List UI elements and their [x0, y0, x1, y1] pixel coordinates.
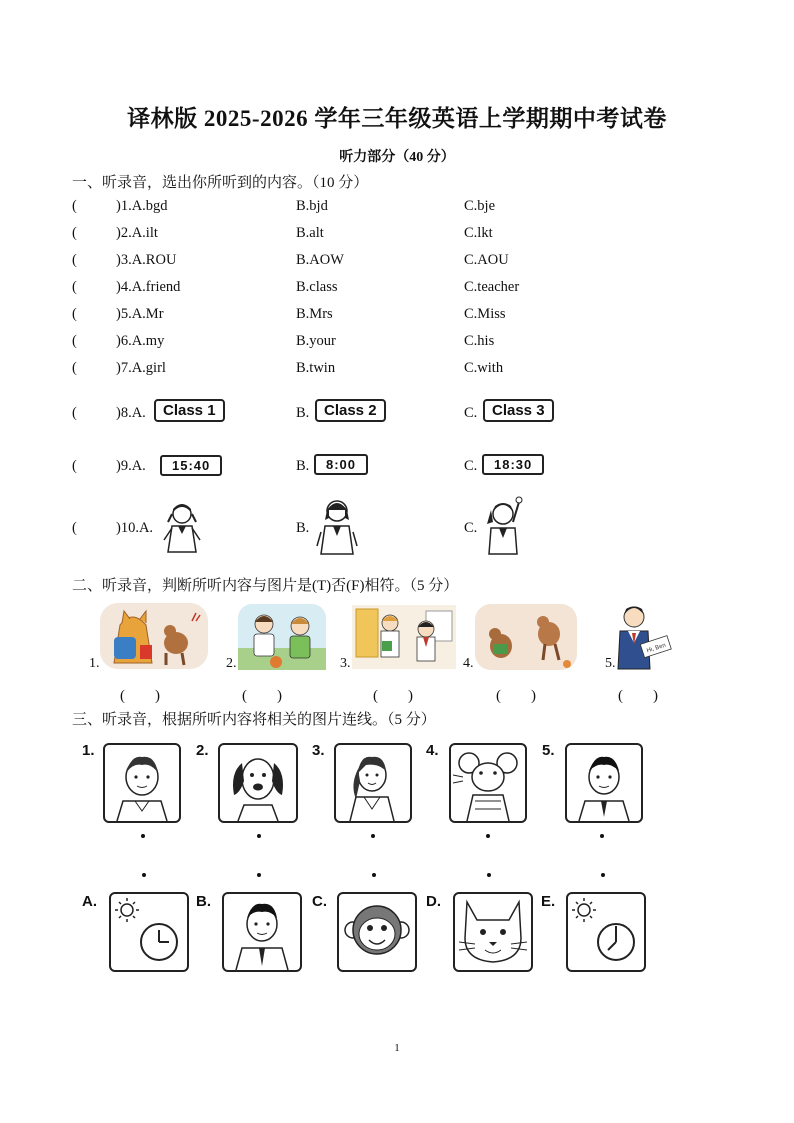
match-top-label-5: 5.	[542, 742, 555, 759]
answer-paren: (	[72, 279, 77, 295]
option-b: B.your	[296, 333, 336, 349]
answer-paren: (	[72, 225, 77, 241]
cat-portrait-icon	[455, 894, 531, 970]
answer-blank-5[interactable]: ( )	[618, 688, 658, 704]
match-bottom-label-a: A.	[82, 893, 97, 910]
match-picture-boy-1	[103, 743, 181, 823]
section3-heading: 三、听录音，根据所听内容将相关的图片连线。（5 分）	[72, 712, 436, 728]
boy-with-sign-picture	[614, 601, 672, 671]
option-b: B.	[296, 458, 310, 474]
option-c: C.	[464, 520, 478, 536]
option-a: )8.A.	[116, 405, 146, 421]
question-row-9	[72, 458, 752, 484]
match-picture-mouse-4	[449, 743, 527, 823]
option-b: B.twin	[296, 360, 336, 376]
match-picture-sun-clock-a	[109, 892, 189, 972]
answer-blank-4[interactable]: ( )	[496, 688, 536, 704]
option-a: )2.A.ilt	[116, 225, 158, 241]
boy-portrait-icon	[567, 745, 641, 821]
match-bottom-label-e: E.	[541, 893, 556, 910]
match-top-label-3: 3.	[312, 742, 325, 759]
monkey-portrait-icon	[339, 894, 415, 970]
match-picture-dog-2	[218, 743, 298, 823]
match-bottom-label-b: B.	[196, 893, 211, 910]
option-c: C.Miss	[464, 306, 506, 322]
listening-part-subtitle: 听力部分（40 分）	[339, 150, 455, 165]
girl-waving-image-c	[483, 494, 527, 556]
option-a: )6.A.my	[116, 333, 165, 349]
option-c: C.his	[464, 333, 495, 349]
question-row-8	[72, 402, 752, 431]
match-bottom-label-d: D.	[426, 893, 441, 910]
class-box-c: Class 3	[483, 399, 554, 422]
match-dot-bottom-c[interactable]	[372, 873, 376, 877]
answer-paren: (	[72, 333, 77, 349]
option-a: )1.A.bgd	[116, 198, 168, 214]
answer-paren: (	[72, 306, 77, 322]
option-c: C.	[464, 458, 478, 474]
answer-paren: (	[72, 405, 77, 421]
dog-portrait-icon	[220, 745, 296, 821]
section2-heading: 二、听录音，判断所听内容与图片是(T)否(F)相符。（5 分）	[72, 578, 459, 594]
option-b: B.Mrs	[296, 306, 333, 322]
match-dot-bottom-d[interactable]	[487, 873, 491, 877]
match-dot-top-2[interactable]	[257, 834, 261, 838]
option-b: B.	[296, 405, 310, 421]
match-dot-top-4[interactable]	[486, 834, 490, 838]
question-row-3	[72, 252, 752, 274]
two-boys-picture	[238, 604, 326, 670]
section1-heading: 一、听录音，选出你所听到的内容。（10 分）	[72, 175, 369, 191]
match-picture-cat-d	[453, 892, 533, 972]
option-c: C.bje	[464, 198, 496, 214]
picture-label-5: 5.	[605, 656, 616, 671]
girl-portrait-icon	[336, 745, 410, 821]
question-row-5	[72, 306, 752, 328]
option-a: )10.A.	[116, 520, 154, 536]
clock-box-c: 18:30	[482, 454, 544, 475]
match-top-label-4: 4.	[426, 742, 439, 759]
answer-paren: (	[72, 252, 77, 268]
answer-paren: (	[72, 360, 77, 376]
match-picture-boy-b	[222, 892, 302, 972]
option-b: B.class	[296, 279, 338, 295]
option-c: C.AOU	[464, 252, 509, 268]
boy-portrait-icon	[105, 745, 179, 821]
match-picture-girl-3	[334, 743, 412, 823]
question-row-4	[72, 279, 752, 301]
class-box-a: Class 1	[154, 399, 225, 422]
answer-paren: (	[72, 198, 77, 214]
option-a: )9.A.	[116, 458, 146, 474]
answer-blank-3[interactable]: ( )	[373, 688, 413, 704]
class-box-b: Class 2	[315, 399, 386, 422]
option-c: C.teacher	[464, 279, 520, 295]
option-a: )7.A.girl	[116, 360, 166, 376]
girl-figure-image-b	[315, 496, 359, 556]
picture-label-3: 3.	[340, 656, 351, 671]
clock-box-b: 8:00	[314, 454, 368, 475]
option-b: B.	[296, 520, 310, 536]
answer-blank-1[interactable]: ( )	[120, 688, 160, 704]
girl-figure-image-a	[158, 500, 206, 556]
sun-and-clock-icon	[111, 894, 187, 970]
question-row-2	[72, 225, 752, 247]
match-top-label-2: 2.	[196, 742, 209, 759]
match-picture-monkey-c	[337, 892, 417, 972]
question-row-1	[72, 198, 752, 220]
option-a: )3.A.ROU	[116, 252, 177, 268]
mouse-portrait-icon	[451, 745, 525, 821]
match-dot-bottom-b[interactable]	[257, 873, 261, 877]
answer-blank-2[interactable]: ( )	[242, 688, 282, 704]
match-picture-boy-5	[565, 743, 643, 823]
match-dot-top-5[interactable]	[600, 834, 604, 838]
match-dot-top-3[interactable]	[371, 834, 375, 838]
match-top-label-1: 1.	[82, 742, 95, 759]
mice-picture	[475, 604, 577, 670]
boy-and-girl-picture	[352, 605, 456, 669]
cat-and-mouse-picture	[100, 603, 208, 669]
boy-portrait-icon	[224, 894, 300, 970]
match-bottom-label-c: C.	[312, 893, 327, 910]
exam-title: 译林版 2025-2026 学年三年级英语上学期期中考试卷	[127, 106, 667, 131]
picture-label-2: 2.	[226, 656, 237, 671]
match-dot-bottom-a[interactable]	[142, 873, 146, 877]
sign-text: Hi, Ben	[646, 642, 667, 655]
clock-box-a: 15:40	[160, 455, 222, 476]
answer-paren: (	[72, 458, 77, 474]
question-row-7	[72, 360, 752, 382]
page-number: 1	[394, 1042, 400, 1054]
option-a: )5.A.Mr	[116, 306, 164, 322]
sun-and-clock-icon	[568, 894, 644, 970]
option-c: C.lkt	[464, 225, 493, 241]
option-b: B.AOW	[296, 252, 344, 268]
match-dot-bottom-e[interactable]	[601, 873, 605, 877]
match-picture-sun-clock-e	[566, 892, 646, 972]
option-c: C.	[464, 405, 478, 421]
option-a: )4.A.friend	[116, 279, 181, 295]
picture-label-4: 4.	[463, 656, 474, 671]
answer-paren: (	[72, 520, 77, 536]
option-b: B.bjd	[296, 198, 328, 214]
option-c: C.with	[464, 360, 504, 376]
question-row-6	[72, 333, 752, 355]
match-dot-top-1[interactable]	[141, 834, 145, 838]
picture-label-1: 1.	[89, 656, 100, 671]
option-b: B.alt	[296, 225, 324, 241]
